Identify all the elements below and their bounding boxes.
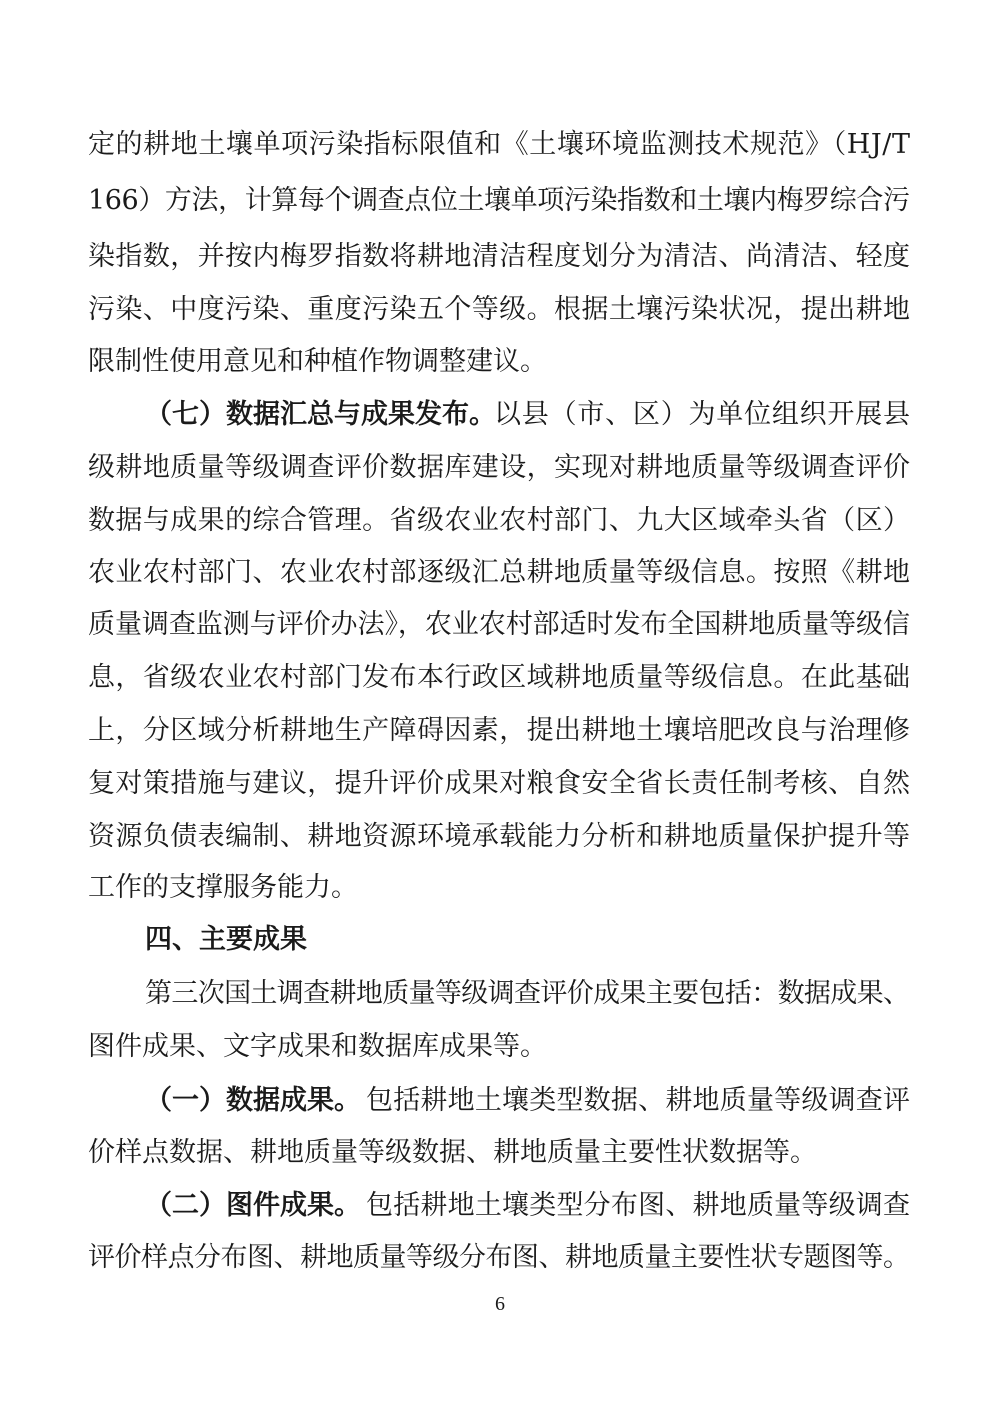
text-line bbox=[0, 764, 1000, 804]
item-1-first-line bbox=[0, 1081, 1000, 1121]
paragraph-text: 评价样点分布图、耕地质量等级分布图、耕地质量主要性状专题图等。 bbox=[88, 1242, 910, 1273]
paragraph-text: 限制性使用意见和种植作物调整建议。 bbox=[88, 346, 547, 377]
text-line bbox=[0, 125, 1000, 165]
paragraph-text: 资源负债表编制、耕地资源环境承载能力分析和耕地质量保护提升等 bbox=[88, 821, 911, 852]
item-2-first-line bbox=[0, 1186, 1000, 1226]
text-line bbox=[0, 1133, 1000, 1173]
text-line bbox=[0, 501, 1000, 541]
paragraph-text: 166）方法，计算每个调查点位土壤单项污染指数和土壤内梅罗综合污 bbox=[88, 185, 910, 216]
paragraph-text: 数据与成果的综合管理。省级农业农村部门、九大区域牵头省（区） bbox=[88, 505, 911, 536]
paragraph-text: 工作的支撑服务能力。 bbox=[88, 872, 358, 903]
text-line bbox=[0, 342, 1000, 382]
paragraph-text: 以县（市、区）为单位组织开展县 bbox=[494, 399, 911, 430]
paragraph-text: 复对策措施与建议，提升评价成果对粮食安全省长责任制考核、自然 bbox=[88, 768, 911, 799]
item-2-heading: （二）图件成果。 bbox=[145, 1190, 361, 1221]
text-line bbox=[0, 974, 1000, 1014]
paragraph-text: 质量调查监测与评价办法》，农业农村部适时发布全国耕地质量等级信 bbox=[88, 609, 910, 640]
text-line bbox=[0, 711, 1000, 751]
text-line bbox=[0, 290, 1000, 330]
text-line bbox=[0, 868, 1000, 908]
text-line bbox=[0, 1238, 1000, 1278]
text-line bbox=[0, 1027, 1000, 1067]
text-line bbox=[0, 658, 1000, 698]
text-line bbox=[0, 237, 1000, 277]
paragraph-text: 图件成果、文字成果和数据库成果等。 bbox=[88, 1031, 547, 1062]
paragraph-text: 息，省级农业农村部门发布本行政区域耕地质量等级信息。在此基础 bbox=[88, 662, 911, 693]
section-7-first-line bbox=[0, 395, 1000, 435]
paragraph-text: 定的耕地土壤单项污染指标限值和《土壤环境监测技术规范》（HJ/T bbox=[88, 129, 911, 160]
text-line bbox=[0, 553, 1000, 593]
paragraph-text: 包括耕地土壤类型分布图、耕地质量等级调查 bbox=[366, 1190, 911, 1221]
paragraph-text: 农业农村部门、农业农村部逐级汇总耕地质量等级信息。按照《耕地 bbox=[88, 557, 911, 588]
paragraph-text: 包括耕地土壤类型数据、耕地质量等级调查评 bbox=[366, 1085, 911, 1116]
section-4-heading: 四、主要成果 bbox=[145, 924, 307, 955]
paragraph-text: 级耕地质量等级调查评价数据库建设，实现对耕地质量等级调查评价 bbox=[88, 452, 911, 483]
section-4-heading-line bbox=[0, 920, 1000, 960]
item-1-heading: （一）数据成果。 bbox=[145, 1085, 361, 1116]
paragraph-text: 污染、中度污染、重度污染五个等级。根据土壤污染状况，提出耕地 bbox=[88, 294, 911, 325]
text-line bbox=[0, 448, 1000, 488]
text-line bbox=[0, 181, 1000, 221]
text-line bbox=[0, 605, 1000, 645]
section-7-heading: （七）数据汇总与成果发布。 bbox=[145, 399, 496, 430]
page-number: 6 bbox=[495, 1293, 505, 1315]
paragraph-text: 上，分区域分析耕地生产障碍因素，提出耕地土壤培肥改良与治理修 bbox=[88, 715, 911, 746]
paragraph-text: 价样点数据、耕地质量等级数据、耕地质量主要性状数据等。 bbox=[88, 1137, 817, 1168]
paragraph-text: 染指数，并按内梅罗指数将耕地清洁程度划分为清洁、尚清洁、轻度 bbox=[88, 241, 911, 272]
text-line bbox=[0, 817, 1000, 857]
paragraph-text: 第三次国土调查耕地质量等级调查评价成果主要包括：数据成果、 bbox=[145, 978, 910, 1009]
